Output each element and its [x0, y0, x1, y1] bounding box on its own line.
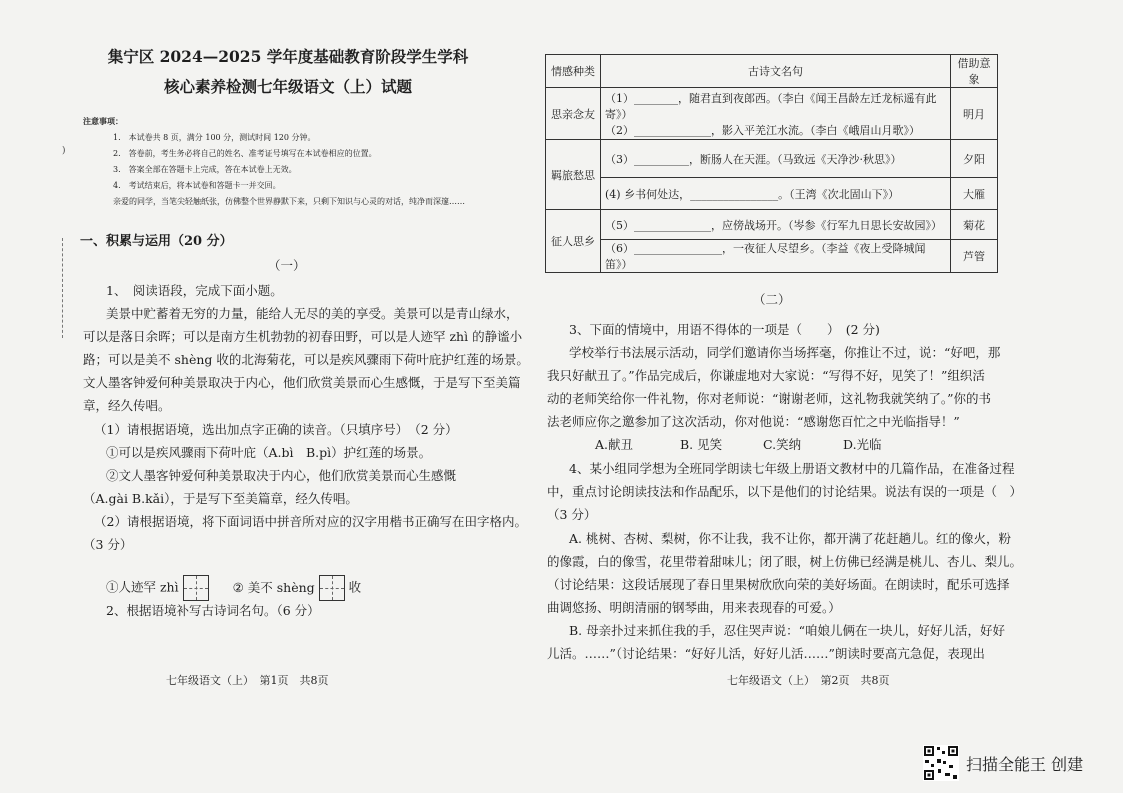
q3-option-b: B. 见笑: [680, 437, 723, 452]
q1-intro: 1、 阅读语段，完成下面小题。: [106, 283, 283, 298]
q2-heading: 2、根据语境补写古诗词名句。（6 分）: [106, 603, 320, 618]
passage-line: 文人墨客钟爱何种美景取决于内心，他们欣赏美景而心生感慨，于是写下至美篇: [83, 375, 521, 390]
poem-table: [545, 54, 998, 273]
exam-title-line2: 核心素养检测七年级语文（上）试题: [163, 77, 412, 96]
page-footer-right: 七年级语文（上） 第2页 共8页: [727, 674, 890, 687]
q4-option-a: A. 桃树、杏树、梨树，你不让我，我不让你，都开满了花赶趟儿。红的像火，粉: [569, 531, 1011, 546]
poem-line: （1）________，随君直到夜郎西。（李白《闻王昌龄左迁龙标遥有此寄》）: [605, 91, 937, 121]
note-2: 2. 答卷前，考生务必将自己的姓名、准考证号填写在本试卷相应的位置。: [113, 149, 377, 158]
table-header-image: 借助意象: [951, 55, 998, 88]
q1-2-score: （3 分）: [83, 537, 133, 552]
q4-line: 儿活。……”（讨论结果：“好好儿活，好好儿活……”朗读时要高亢急促，表现出: [547, 646, 985, 661]
binding-mark: ): [62, 146, 66, 156]
q1-2: （2）请根据语境，将下面词语中拼音所对应的汉字用楷书正确写在田字格内。: [94, 514, 527, 529]
q3-option-d: D.光临: [843, 437, 882, 452]
part2-heading: （二）: [753, 292, 791, 307]
row-image: 夕阳: [951, 140, 998, 178]
passage-line: 章，经久传唱。: [83, 398, 171, 413]
page-right: [545, 30, 1023, 740]
q4-line: 曲调悠扬、明朗清丽的钢琴曲，用来表现春的可爱。）: [547, 600, 841, 615]
q3-text-line: 我只好献丑了。”作品完成后，你谦虚地对大家说：“写得不好，见笑了！”组织活: [547, 368, 985, 383]
row-category: 思亲念友: [546, 88, 601, 140]
q1-1-a: ①可以是疾风骤雨下荷叶庇（A.bì B.pì）护红莲的场景。: [106, 445, 432, 460]
q1-1-b-cont: （A.gài B.kǎi），于是写下至美篇章，经久传唱。: [83, 491, 358, 506]
notes-heading: 注意事项：: [83, 116, 123, 126]
q3-text-line: 学校举行书法展示活动，同学们邀请你当场挥毫，你推让不过，说：“好吧，那: [569, 345, 1001, 360]
poem-line: （2）______________，影入平羌江水流。（李白《峨眉山月歌》）: [605, 123, 920, 137]
row-image: 大雁: [951, 178, 998, 210]
passage-line: 美景中贮蓄着无穷的力量，能给人无尽的美的享受。美景可以是青山绿水，: [106, 306, 519, 321]
q4-line: 中，重点讨论朗读技法和作品配乐，以下是他们的讨论结果。说法有误的一项是（ ）: [547, 484, 1023, 499]
q4-line: （讨论结果：这段话展现了春日里果树欣欣向荣的美好场面。在朗读时，配乐可选择: [547, 577, 1010, 592]
q1-1-b: ②文人墨客钟爱何种美景取决于内心，他们欣赏美景而心生感慨: [106, 468, 457, 483]
table-row: [546, 88, 998, 140]
passage-line: 可以是落日余晖；可以是南方生机勃勃的初春田野，可以是人迹罕 zhì 的静谧小: [83, 329, 523, 344]
pinyin-tail: 收: [348, 579, 362, 595]
table-row: [546, 140, 998, 178]
q3-option-c: C.笑纳: [763, 437, 802, 452]
note-4: 4. 考试结束后，将本试卷和答题卡一并交回。: [113, 181, 281, 190]
q3-heading: 3、下面的情境中，用语不得体的一项是（ ） (2 分): [569, 322, 880, 337]
tianzi-box-2[interactable]: [319, 575, 345, 601]
row-category: 征人思乡: [546, 210, 601, 273]
row-image: 芦管: [951, 240, 998, 273]
passage-line: 路；可以是美不 shèng 收的北海菊花，可以是疾风骤雨下荷叶庇护红莲的场景。: [83, 352, 529, 367]
qr-code-icon: [923, 745, 959, 781]
q4-line: 的像霞，白的像雪，花里带着甜味儿；闭了眼，树上仿佛已经满是桃儿、杏儿、梨儿。: [547, 554, 1023, 569]
note-5: 亲爱的同学，当笔尖轻触纸张，仿佛整个世界静默下来，只剩下知识与心灵的对话，纯净而深邃……: [113, 197, 465, 206]
row-category: 羁旅愁思: [546, 140, 601, 210]
row-image: 菊花: [951, 210, 998, 240]
poem-line: (4) 乡书何处达，________________。（王湾《次北固山下》）: [601, 178, 951, 210]
q1-1: （1）请根据语境，选出加点字正确的读音。（只填序号） （2 分）: [94, 422, 458, 437]
q3-text-line: 法老师应你之邀参加了这次活动，你对他说：“感谢您百忙之中光临指导！”: [547, 414, 960, 429]
pinyin-label-2: ② 美不 shèng: [232, 579, 315, 595]
poem-line: （6）________________，一夜征人尽望乡。（李益《夜上受降城闻笛》）: [601, 240, 951, 273]
table-row: [546, 178, 998, 210]
note-1: 1. 本试卷共 8 页，满分 100 分，测试时间 120 分钟。: [113, 133, 316, 142]
table-row: [546, 210, 998, 240]
table-row: [546, 240, 998, 273]
tianzi-box-1[interactable]: [183, 575, 209, 601]
table-header-category: 情感种类: [546, 55, 601, 88]
page-footer-left: 七年级语文（上） 第1页 共8页: [166, 674, 329, 687]
q3-option-a: A.献丑: [595, 437, 634, 452]
section-heading: 一、积累与运用（20 分）: [80, 234, 233, 249]
scanner-watermark: 扫描全能王 创建: [966, 755, 1084, 774]
row-image: 明月: [951, 88, 998, 140]
pinyin-label-1: ①人迹罕 zhì: [106, 579, 179, 595]
exam-title-line1: 集宁区 2024—2025 学年度基础教育阶段学生学科: [107, 47, 469, 66]
q3-text-line: 动的老师笑给你一件礼物，你对老师说：“谢谢老师，这礼物我就笑纳了。”你的书: [547, 391, 992, 406]
q4-option-b: B. 母亲扑过来抓住我的手，忍住哭声说：“咱娘儿俩在一块儿，好好儿活，好好: [569, 623, 1006, 638]
table-header-lines: 古诗文名句: [601, 55, 951, 88]
q4-line: （3 分）: [547, 507, 597, 522]
note-3: 3. 答案全部在答题卡上完成，答在本试卷上无效。: [113, 165, 297, 174]
page-left: [58, 30, 529, 740]
poem-line: （5）______________，应傍战场开。（岑参《行军九日思长安故园》）: [601, 210, 951, 240]
q4-line: 4、某小组同学想为全班同学朗读七年级上册语文教材中的几篇作品，在准备过程: [569, 461, 1015, 476]
pinyin-item-1: [106, 575, 361, 601]
part-heading: （一）: [268, 258, 306, 273]
poem-line: （3）__________，断肠人在天涯。（马致远《天净沙·秋思》）: [601, 140, 951, 178]
row-lines: [601, 88, 951, 140]
